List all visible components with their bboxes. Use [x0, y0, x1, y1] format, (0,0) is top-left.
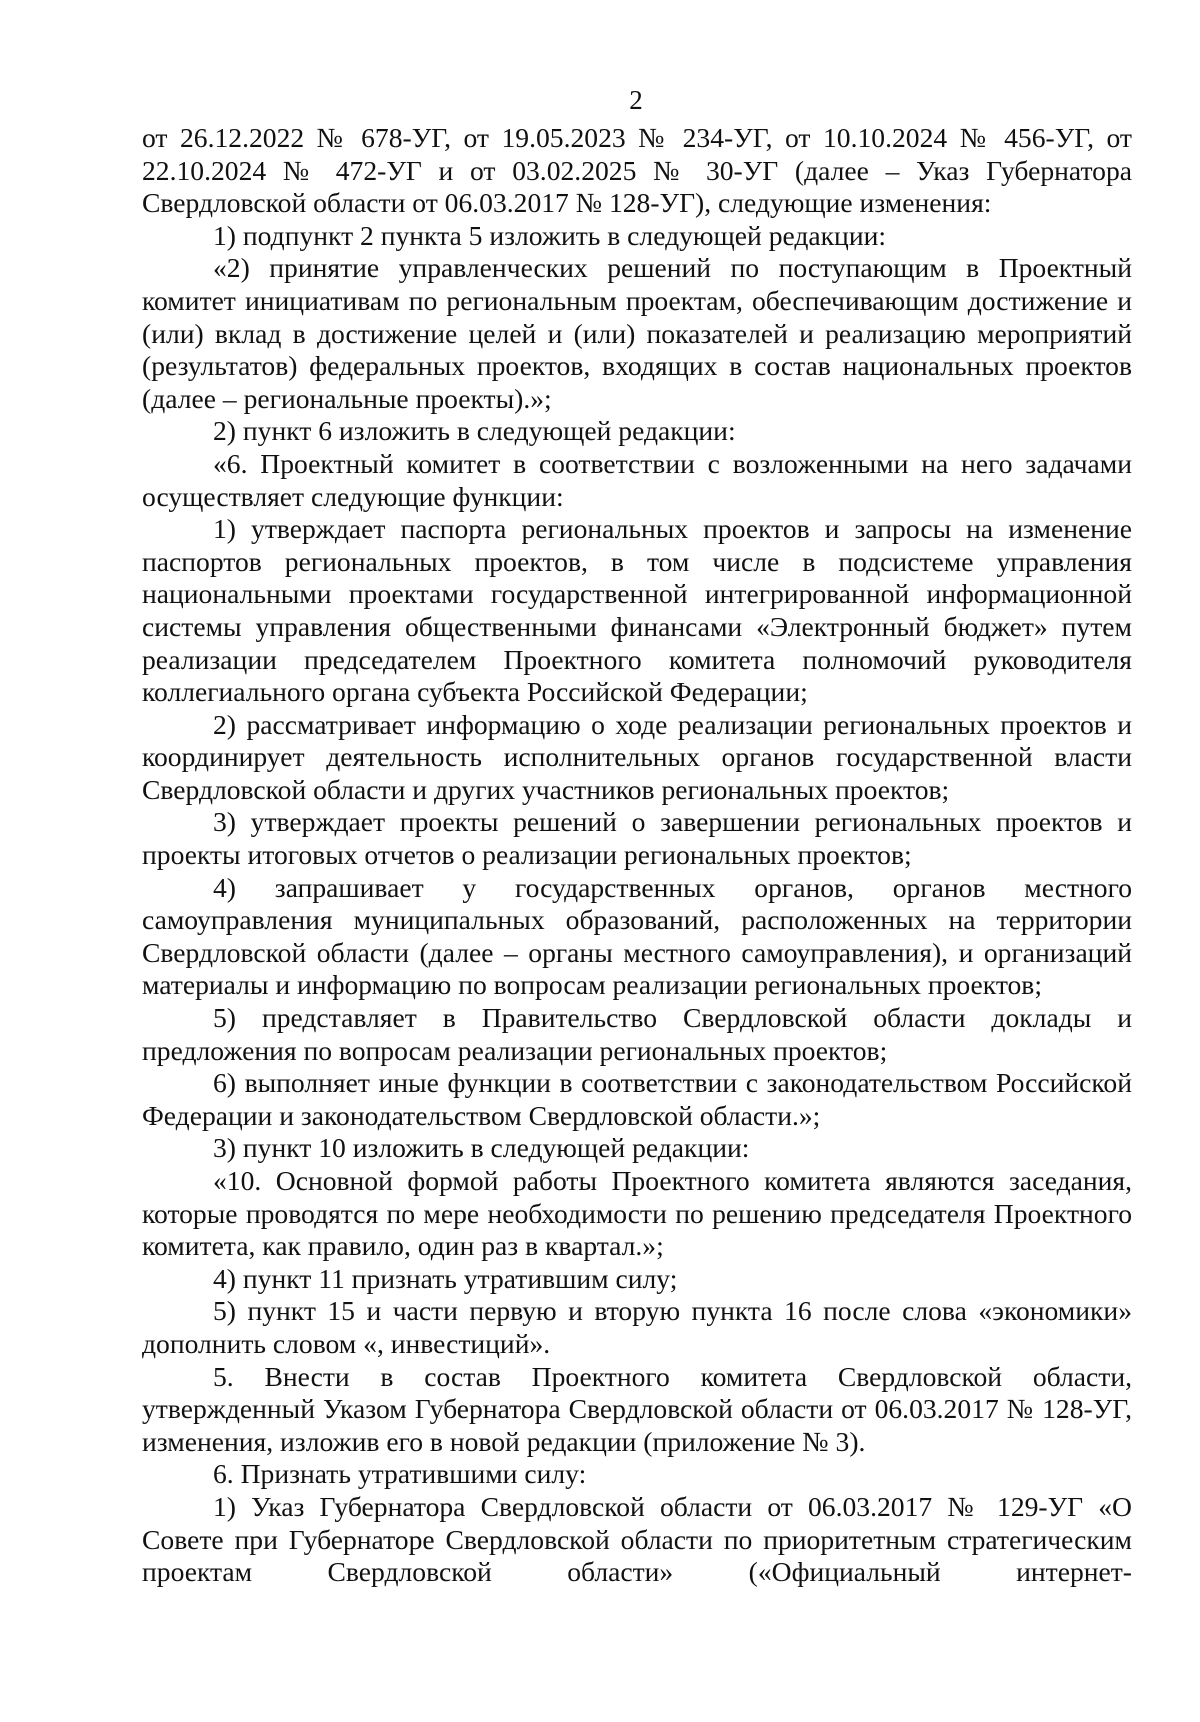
paragraph: от 26.12.2022 № 678-УГ, от 19.05.2023 № 234-УГ, от 10.10.2024 № 456-УГ, от 22.10.2024 № 472-УГ и от 03.02.2025 № 30-УГ (далее – Указ Губернатора Свердловской области от 06.03.2017 № 128-УГ), следующие изменения: — [142, 122, 1132, 219]
paragraph: 3) утверждает проекты решений о завершении региональных проектов и проекты итоговых отчетов о реализации региональных проектов; — [142, 806, 1132, 871]
paragraph: 6. Признать утратившими силу: — [213, 1458, 587, 1490]
paragraph: 5. Внести в состав Проектного комитета Свердловской области, утвержденный Указом Губернатора Свердловской области от 06.03.2017 № 128-УГ, изменения, изложив его в новой редакции (приложение № 3). — [142, 1360, 1132, 1457]
paragraph: 2) рассматривает информацию о ходе реализации региональных проектов и координирует деятельность исполнительных органов государственной власти Свердловской области и других участников региональных проектов; — [142, 708, 1132, 805]
paragraph: «2) принятие управленческих решений по поступающим в Проектный комитет инициативам по региональным проектам, обеспечивающим достижение и (или) вклад в достижение целей и (или) показателей и реализацию мероприятий (результатов) федеральных проектов, входящих в состав национальных проектов (далее – региональные проекты).»; — [142, 252, 1132, 414]
paragraph: «6. Проектный комитет в соответствии с возложенными на него задачами осуществляет следующие функции: — [142, 447, 1132, 512]
page-number: 2 — [629, 85, 643, 115]
paragraph: 4) пункт 11 признать утратившим силу; — [213, 1262, 678, 1294]
paragraph: «10. Основной формой работы Проектного комитета являются заседания, которые проводятся по мере необходимости по решению председателя Проектного комитета, как правило, один раз в квартал.»; — [142, 1165, 1132, 1262]
paragraph: 5) представляет в Правительство Свердловской области доклады и предложения по вопросам реализации региональных проектов; — [142, 1002, 1132, 1066]
paragraph: 2) пункт 6 изложить в следующей редакции: — [213, 415, 736, 447]
paragraph: 5) пункт 15 и части первую и вторую пункта 16 после слова «экономики» дополнить словом «, инвестиций». — [142, 1295, 1132, 1359]
paragraph: 1) Указ Губернатора Свердловской области от 06.03.2017 № 129-УГ «О Совете при Губернаторе Свердловской области по приоритетным стратегическим проектам Свердловской области» («Официальный интернет- — [142, 1490, 1132, 1588]
paragraph: 4) запрашивает у государственных органов, органов местного самоуправления муниципальных образований, расположенных на территории Свердловской области (далее – органы местного самоуправления), и организаций материалы и информацию по вопросам реализации региональных проектов; — [142, 871, 1132, 1001]
paragraph: 1) утверждает паспорта региональных проектов и запросы на изменение паспортов региональных проектов, в том числе в подсистеме управления национальными проектами государственной интегрированной информационной системы управления общественными финансами «Электронный бюджет» путем реализации председателем Проектного комитета полномочий руководителя коллегиального органа субъекта Российской Федерации; — [142, 513, 1132, 708]
paragraph: 3) пункт 10 изложить в следующей редакции: — [213, 1132, 750, 1164]
document-body — [142, 122, 1132, 1589]
paragraph: 6) выполняет иные функции в соответствии с законодательством Российской Федерации и законодательством Свердловской области.»; — [142, 1067, 1132, 1131]
paragraph: 1) подпункт 2 пункта 5 изложить в следующей редакции: — [213, 219, 887, 251]
